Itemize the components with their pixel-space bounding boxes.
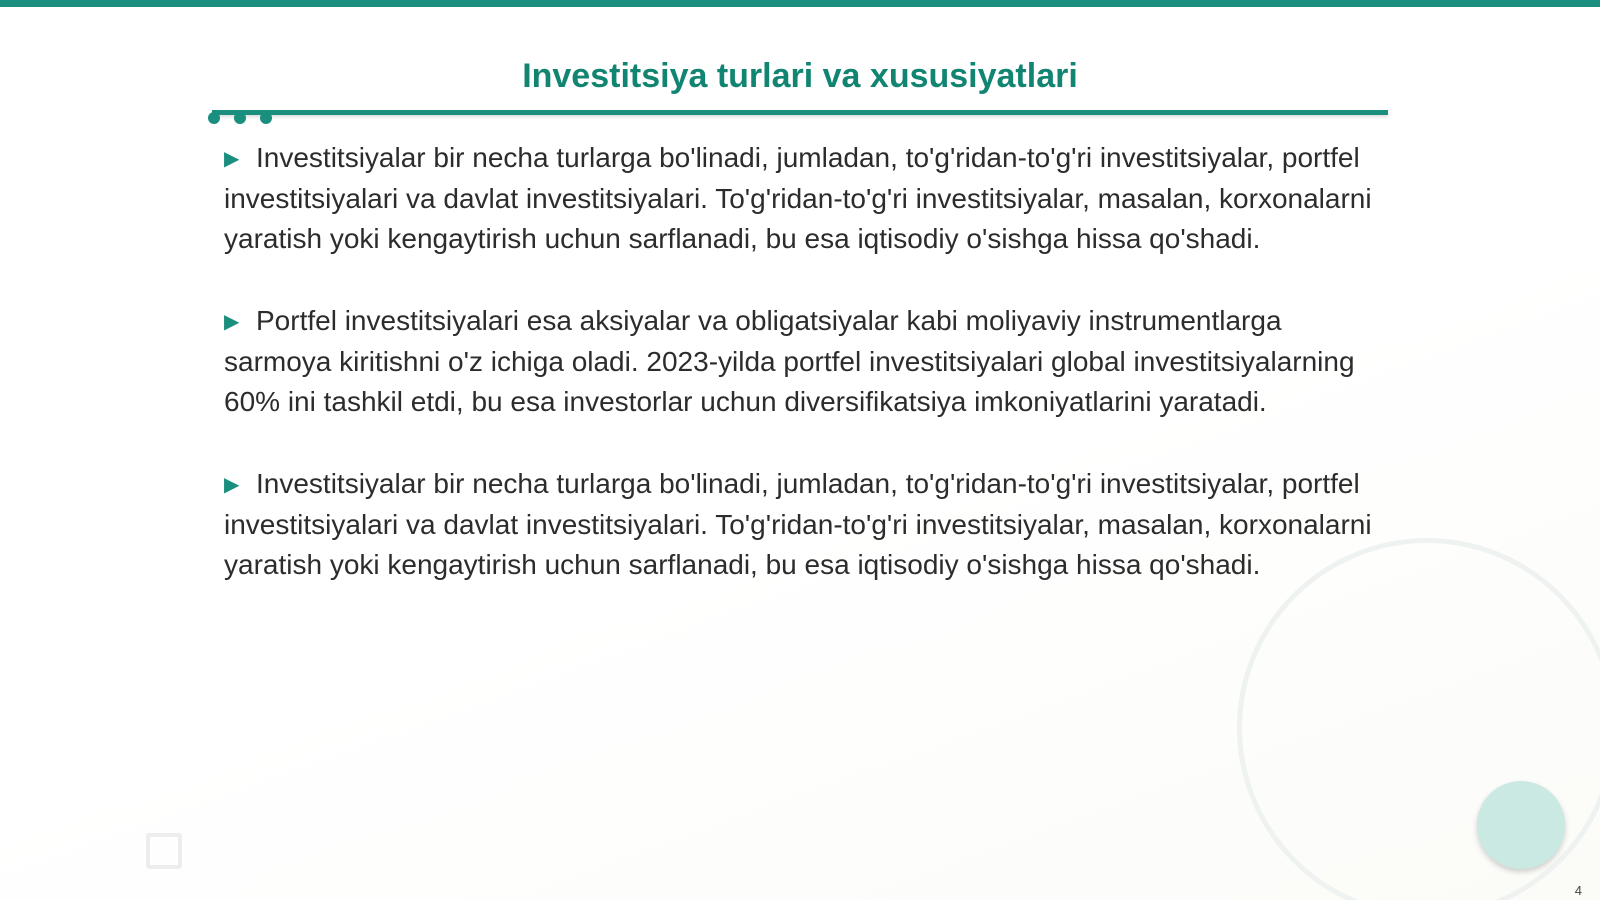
bullet-item — [224, 138, 1384, 259]
decorative-circle — [1477, 781, 1565, 869]
slide-title: Investitsiya turlari va xususiyatlari — [522, 57, 1078, 95]
triangle-bullet-icon: ▶ — [224, 148, 240, 170]
bullet-text: Portfel investitsiyalari esa aksiyalar va obligatsiyalar kabi moliyaviy instrumentlarga sarmoya kiritishni o'z ichiga oladi. 2023-yilda portfel investitsiyalari global investitsiyalarning 60% ini tashkil etdi, bu esa investorlar uchun diversifikatsiya imkoniyatlarini yaratadi. — [224, 305, 1355, 417]
decorative-dot — [260, 112, 272, 124]
bullet-text: Investitsiyalar bir necha turlarga bo'linadi, jumladan, to'g'ridan-to'g'ri investitsiyalar, portfel investitsiyalari va davlat investitsiyalari. To'g'ridan-to'g'ri investitsiyalar, masalan, korxonalarni yaratish yoki kengaytirish uchun sarflanadi, bu esa iqtisodiy o'sishga hissa qo'shadi. — [224, 142, 1372, 254]
bullet-item — [224, 464, 1384, 585]
decorative-dot — [234, 112, 246, 124]
decorative-dot — [208, 112, 220, 124]
decorative-square — [146, 833, 182, 869]
bullet-item — [224, 301, 1384, 422]
bullet-text: Investitsiyalar bir necha turlarga bo'linadi, jumladan, to'g'ridan-to'g'ri investitsiyalar, portfel investitsiyalari va davlat investitsiyalari. To'g'ridan-to'g'ri investitsiyalar, masalan, korxonalarni yaratish yoki kengaytirish uchun sarflanadi, bu esa iqtisodiy o'sishga hissa qo'shadi. — [224, 468, 1372, 580]
top-accent-bar — [0, 0, 1600, 7]
triangle-bullet-icon: ▶ — [224, 474, 240, 496]
bullet-list — [224, 138, 1384, 627]
page-number: 4 — [1574, 883, 1582, 898]
triangle-bullet-icon: ▶ — [224, 311, 240, 333]
title-underline — [212, 110, 1388, 115]
